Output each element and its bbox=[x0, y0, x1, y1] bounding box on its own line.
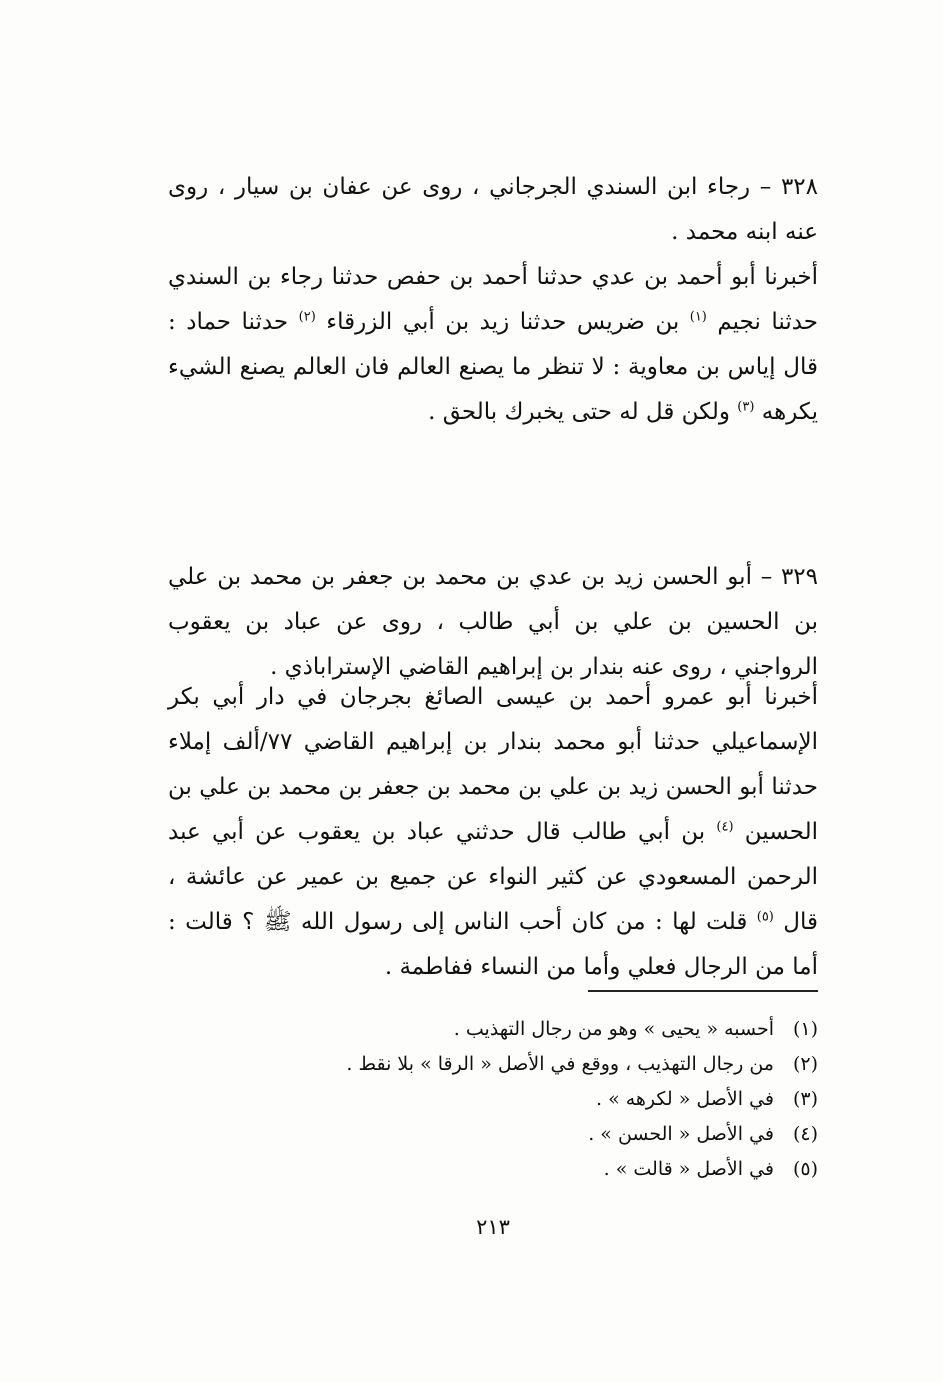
footnote-number: (٥) bbox=[792, 1158, 818, 1180]
entry-329 bbox=[168, 555, 818, 690]
footnote-number: (١) bbox=[792, 1018, 818, 1040]
entry-329-text: ٣٢٩ – أبو الحسن زيد بن عدي بن محمد بن جعفر بن محمد بن علي بن الحسين بن علي بن أبي طالب ، روى عن عباد بن يعقوب الرواجني ، روى عنه بندار بن إبراهيم القاضي الإستراباذي . bbox=[168, 564, 818, 680]
narration-part: قلت لها : من كان أحب الناس إلى رسول الله ﷺ ؟ قالت : أما من الرجال فعلي وأما من النساء ففاطمة . bbox=[168, 909, 818, 980]
footnote-text: أحسبه « يحيى » وهو من رجال التهذيب . bbox=[453, 1018, 774, 1040]
entry-328-narration-text bbox=[168, 255, 818, 435]
narration-part: حدثنا حماد : قال إياس بن معاوية : لا تنظر ما يصنع العالم فان العالم يصنع الشيء يكرهه bbox=[168, 309, 818, 425]
narration-part: بن ضريس حدثنا زيد بن أبي الزرقاء bbox=[326, 309, 680, 335]
footnote-ref-2: (٢) bbox=[298, 309, 316, 325]
footnote bbox=[168, 1152, 818, 1187]
footnote bbox=[168, 1117, 818, 1152]
footnote-text: في الأصل « لكرهه » . bbox=[595, 1088, 774, 1110]
footnote bbox=[168, 1082, 818, 1117]
footnote bbox=[168, 1012, 818, 1047]
book-page bbox=[168, 0, 818, 1383]
footnote-number: (٤) bbox=[792, 1123, 818, 1145]
footnote-number: (٣) bbox=[792, 1088, 818, 1110]
page-number: ٢١٣ bbox=[476, 1215, 510, 1239]
footnotes bbox=[168, 1012, 818, 1187]
entry-328-narration bbox=[168, 255, 818, 435]
entry-328-text: ٣٢٨ – رجاء ابن السندي الجرجاني ، روى عن عفان بن سيار ، روى عنه ابنه محمد . bbox=[168, 174, 818, 245]
footnote-text: في الأصل « قالت » . bbox=[603, 1158, 774, 1180]
footnote-ref-5: (٥) bbox=[756, 909, 774, 925]
narration-part: أخبرنا أبو أحمد بن عدي حدثنا أحمد بن حفص حدثنا رجاء بن السندي حدثنا نجيم bbox=[168, 264, 819, 335]
footnote bbox=[168, 1047, 818, 1082]
narration-part: أخبرنا أبو عمرو أحمد بن عيسى الصائغ بجرجان في دار أبي بكر الإسماعيلي حدثنا أبو محمد بندار بن إبراهيم القاضي ٧٧/ألف إملاء حدثنا أبو الحسن زيد بن علي بن محمد بن جعفر بن محمد بن علي بن الحسين bbox=[168, 684, 819, 845]
entry-329-narration-text bbox=[168, 675, 818, 990]
footnote-ref-1: (١) bbox=[689, 309, 707, 325]
footnote-text: من رجال التهذيب ، ووقع في الأصل « الرقا » بلا نقط . bbox=[346, 1053, 774, 1075]
footnote-ref-3: (٣) bbox=[737, 399, 755, 415]
entry-328 bbox=[168, 165, 818, 255]
footnote-divider bbox=[588, 990, 818, 992]
footnote-text: في الأصل « الحسن » . bbox=[588, 1123, 774, 1145]
entry-329-narration bbox=[168, 675, 818, 990]
narration-part: بن أبي طالب قال حدثني عباد بن يعقوب عن أبي عبد الرحمن المسعودي عن كثير النواء عن جميع بن عمير عن عائشة ، قال bbox=[168, 819, 818, 935]
footnote-number: (٢) bbox=[792, 1053, 818, 1075]
narration-part: ولكن قل له حتى يخبرك بالحق . bbox=[428, 399, 730, 425]
footnote-ref-4: (٤) bbox=[716, 819, 734, 835]
